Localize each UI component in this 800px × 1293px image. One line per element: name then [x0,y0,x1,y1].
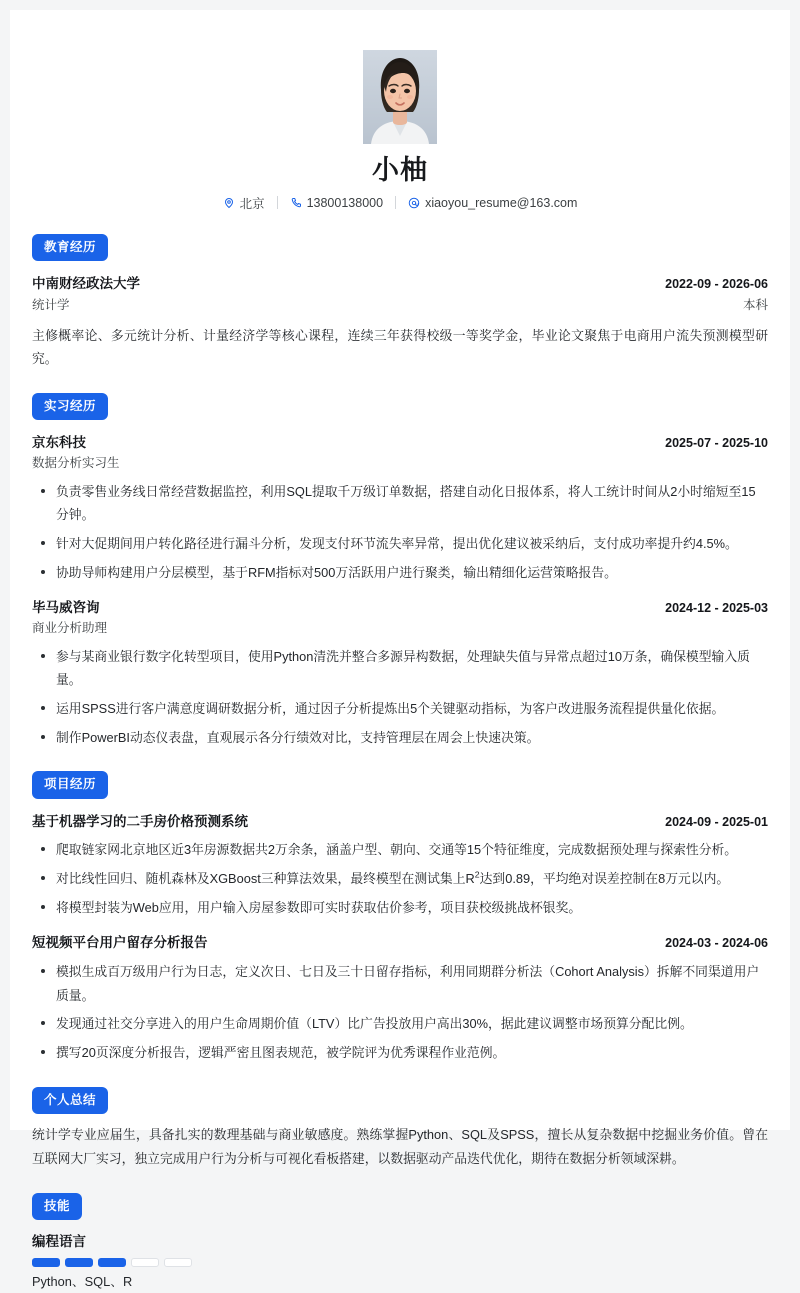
entry-subheader [32,454,768,473]
education-entry [32,274,768,371]
job-title: 商业分析助理 [32,620,108,635]
list-item: 负责零售业务线日常经营数据监控，利用SQL提取千万级订单数据，搭建自动化日报体系，将人工统计时间从2小时缩短至15分钟。 [32,480,768,527]
education-description: 主修概率论、多元统计分析、计量经济学等核心课程，连续三年获得校级一等奖学金，毕业论文聚焦于电商用户流失预测模型研究。 [32,327,768,367]
skill-level-block-filled [32,1258,60,1267]
list-item: 发现通过社交分享进入的用户生命周期价值（LTV）比广告投放用户高出30%，据此建议调整市场预算分配比例。 [32,1012,768,1036]
summary-paragraph: 统计学专业应届生，具备扎实的数理基础与商业敏感度。熟练掌握Python、SQL及SPSS，擅长从复杂数据中挖掘业务价值。曾在互联网大厂实习，独立完成用户行为分析与可视化看板搭建，以数据驱动产品迭代优化，期待在数据分析领域深耕。 [32,1127,768,1166]
section-badge-skills: 技能 [32,1193,82,1221]
list-item: 运用SPSS进行客户满意度调研数据分析，通过因子分析提炼出5个关键驱动指标，为客户改进服务流程提供量化依据。 [32,697,768,721]
job-title: 数据分析实习生 [32,455,120,470]
section-badge-internship: 实习经历 [32,393,108,421]
superscript-two: 2 [474,869,480,880]
skill-item [32,1232,768,1293]
degree-name: 本科 [742,297,768,312]
skill-level-block-empty [131,1258,159,1267]
section-badge-summary: 个人总结 [32,1087,108,1115]
project-bullet-list [32,838,768,919]
location-pin-icon [223,197,235,209]
list-item: 参与某商业银行数字化转型项目，使用Python清洗并整合多源异构数据，处理缺失值与异常点超过10万条，确保模型输入质量。 [32,645,768,692]
contact-phone-text: 13800138000 [306,195,384,210]
internship-entry [32,433,768,584]
contact-location-text: 北京 [239,196,265,211]
contact-email-text: xiaoyou_resume@163.com [425,195,578,210]
section-skills [32,1193,768,1293]
entry-header [32,433,768,453]
resume-header [32,50,768,212]
section-badge-projects: 项目经历 [32,771,108,799]
education-date: 2022-09 - 2026-06 [665,277,768,292]
section-summary [32,1087,768,1171]
project-entry [32,812,768,920]
skill-description: Python、SQL、R [32,1274,133,1290]
entry-subheader [32,619,768,638]
bullet-text-part: 达到0.89，平均绝对误差控制在8万元以内。 [479,871,730,887]
person-name: 小柚 [372,155,428,185]
section-internship [32,393,768,750]
list-item: 针对大促期间用户转化路径进行漏斗分析，发现支付环节流失率异常，提出优化建议被采纳后，支付成功率提升约4.5%。 [32,532,768,556]
list-item: 将模型封装为Web应用，用户输入房屋参数即可实时获取估价参考，项目获校级挑战杯银奖。 [32,896,768,920]
entry-header [32,933,768,953]
entry-subheader [32,295,768,315]
project-date: 2024-03 - 2024-06 [665,936,768,951]
contact-phone [278,196,395,210]
project-entry [32,933,768,1064]
school-name: 中南财经政法大学 [32,276,140,292]
list-item: 爬取链家网北京地区近3年房源数据共2万余条，涵盖户型、朝向、交通等15个特征维度，完成数据预处理与探索性分析。 [32,838,768,862]
internship-date: 2025-07 - 2025-10 [665,436,768,451]
contact-row [32,194,768,212]
bullet-text-part: 对比线性回归、随机森林及XGBoost三种算法效果，最终模型在测试集上R [56,871,475,887]
portrait-photo [363,50,437,144]
email-at-icon [408,197,420,209]
internship-bullet-list [32,645,768,750]
contact-email [396,196,589,210]
list-item [32,867,768,891]
skill-level-block-filled [65,1258,93,1267]
skill-name: 编程语言 [32,1234,86,1250]
entry-header [32,598,768,618]
internship-date: 2024-12 - 2025-03 [665,601,768,616]
skill-level-block-empty [164,1258,192,1267]
entry-header [32,274,768,294]
company-name: 毕马威咨询 [32,600,100,616]
list-item: 制作PowerBI动态仪表盘，直观展示各分行绩效对比，支持管理层在周会上快速决策。 [32,726,768,750]
section-education [32,234,768,371]
section-badge-education: 教育经历 [32,234,108,262]
list-item: 协助导师构建用户分层模型，基于RFM指标对500万活跃用户进行聚类，输出精细化运营策略报告。 [32,561,768,585]
phone-icon [290,197,302,209]
skill-level-meter [32,1258,768,1267]
company-name: 京东科技 [32,435,86,451]
project-bullet-list [32,960,768,1065]
section-projects [32,771,768,1064]
internship-bullet-list [32,480,768,585]
contact-location [211,194,277,212]
internship-entry [32,598,768,749]
list-item: 模拟生成百万级用户行为日志，定义次日、七日及三十日留存指标，利用同期群分析法（Cohort Analysis）拆解不同渠道用户质量。 [32,960,768,1007]
project-date: 2024-09 - 2025-01 [665,814,768,829]
resume-page [10,10,790,1290]
project-name: 短视频平台用户留存分析报告 [32,935,208,951]
major-name: 统计学 [32,297,70,312]
entry-header [32,812,768,832]
skill-level-block-filled [98,1258,126,1267]
project-name: 基于机器学习的二手房价格预测系统 [32,813,248,829]
list-item: 撰写20页深度分析报告，逻辑严密且图表规范，被学院评为优秀课程作业范例。 [32,1041,768,1065]
